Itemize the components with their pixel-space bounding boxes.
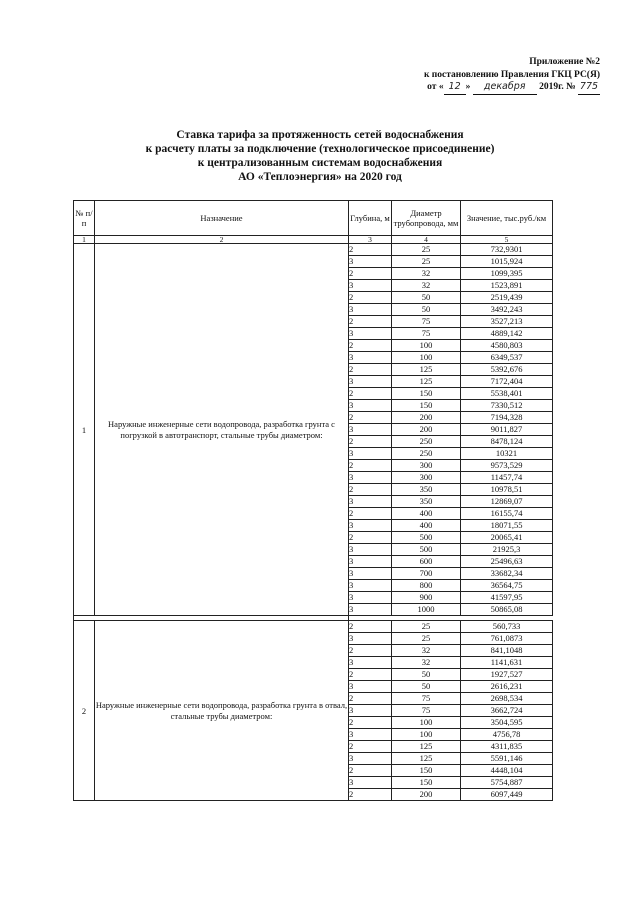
value-cell: 20065,41: [461, 532, 553, 544]
depth-cell: 2: [349, 484, 392, 496]
depth-cell: 3: [349, 304, 392, 316]
diameter-cell: 50: [392, 681, 461, 693]
diameter-cell: 400: [392, 508, 461, 520]
diameter-cell: 32: [392, 280, 461, 292]
header-depth: Глубина, м: [349, 201, 392, 236]
annex-date-line: [424, 81, 600, 95]
diameter-cell: 125: [392, 376, 461, 388]
depth-cell: 3: [349, 256, 392, 268]
value-cell: 6097,449: [461, 789, 553, 801]
title-line-1: Ставка тарифа за протяженность сетей водоснабжения: [176, 129, 464, 141]
value-cell: 3527,213: [461, 316, 553, 328]
title-line-3: к централизованным системам водоснабжения: [197, 157, 443, 169]
depth-cell: 3: [349, 496, 392, 508]
diameter-cell: 300: [392, 472, 461, 484]
depth-cell: 2: [349, 364, 392, 376]
diameter-cell: 150: [392, 388, 461, 400]
value-cell: 2519,439: [461, 292, 553, 304]
depth-cell: 3: [349, 556, 392, 568]
value-cell: 4311,835: [461, 741, 553, 753]
diameter-cell: 150: [392, 765, 461, 777]
value-cell: 16155,74: [461, 508, 553, 520]
depth-cell: 2: [349, 268, 392, 280]
depth-cell: 3: [349, 604, 392, 616]
depth-cell: 3: [349, 280, 392, 292]
table-row: [74, 621, 553, 633]
header-diameter: Диаметр трубопровода, мм: [392, 201, 461, 236]
annex-title: Приложение №2: [529, 57, 600, 67]
diameter-cell: 25: [392, 633, 461, 645]
value-cell: 560,733: [461, 621, 553, 633]
value-cell: 3662,724: [461, 705, 553, 717]
value-cell: 9011,827: [461, 424, 553, 436]
diameter-cell: 250: [392, 436, 461, 448]
value-cell: 33682,34: [461, 568, 553, 580]
group-number: 2: [74, 621, 95, 801]
diameter-cell: 350: [392, 484, 461, 496]
header-no: № п/п: [74, 201, 95, 236]
depth-cell: 3: [349, 376, 392, 388]
column-number-row: [74, 236, 553, 244]
diameter-cell: 350: [392, 496, 461, 508]
diameter-cell: 500: [392, 544, 461, 556]
value-cell: 1099,395: [461, 268, 553, 280]
diameter-cell: 75: [392, 328, 461, 340]
diameter-cell: 125: [392, 741, 461, 753]
table-row: [74, 244, 553, 256]
depth-cell: 3: [349, 544, 392, 556]
diameter-cell: 50: [392, 292, 461, 304]
diameter-cell: 300: [392, 460, 461, 472]
diameter-cell: 50: [392, 304, 461, 316]
value-cell: 41597,95: [461, 592, 553, 604]
depth-cell: 3: [349, 592, 392, 604]
depth-cell: 3: [349, 352, 392, 364]
depth-cell: 2: [349, 693, 392, 705]
diameter-cell: 150: [392, 777, 461, 789]
document-title: [0, 128, 640, 184]
diameter-cell: 100: [392, 717, 461, 729]
depth-cell: 3: [349, 328, 392, 340]
depth-cell: 2: [349, 244, 392, 256]
diameter-cell: 100: [392, 340, 461, 352]
value-cell: 21925,3: [461, 544, 553, 556]
diameter-cell: 250: [392, 448, 461, 460]
annex-resolution: к постановлению Правления ГКЦ РС(Я): [423, 69, 600, 80]
value-cell: 7172,404: [461, 376, 553, 388]
header-row: [74, 201, 553, 236]
diameter-cell: 125: [392, 364, 461, 376]
diameter-cell: 200: [392, 789, 461, 801]
depth-cell: 2: [349, 789, 392, 801]
annex-number: 775: [578, 81, 600, 95]
depth-cell: 3: [349, 568, 392, 580]
value-cell: 5538,401: [461, 388, 553, 400]
diameter-cell: 75: [392, 693, 461, 705]
depth-cell: 3: [349, 520, 392, 532]
value-cell: 3492,243: [461, 304, 553, 316]
value-cell: 36564,75: [461, 580, 553, 592]
depth-cell: 2: [349, 645, 392, 657]
annex-month: декабря: [473, 81, 537, 95]
annex-day: 12: [444, 81, 466, 95]
diameter-cell: 32: [392, 657, 461, 669]
depth-cell: 3: [349, 753, 392, 765]
depth-cell: 2: [349, 292, 392, 304]
depth-cell: 2: [349, 412, 392, 424]
value-cell: 18071,55: [461, 520, 553, 532]
depth-cell: 3: [349, 580, 392, 592]
value-cell: 9573,529: [461, 460, 553, 472]
value-cell: 1015,924: [461, 256, 553, 268]
depth-cell: 3: [349, 400, 392, 412]
depth-cell: 2: [349, 741, 392, 753]
depth-cell: 3: [349, 705, 392, 717]
group-description: Наружные инженерные сети водопровода, разработка грунта с погрузкой в автотранспорт, стальные трубы диаметром:: [95, 244, 349, 616]
diameter-cell: 75: [392, 316, 461, 328]
depth-cell: 2: [349, 669, 392, 681]
diameter-cell: 1000: [392, 604, 461, 616]
value-cell: 841,1048: [461, 645, 553, 657]
value-cell: 4756,78: [461, 729, 553, 741]
value-cell: 5591,146: [461, 753, 553, 765]
value-cell: 11457,74: [461, 472, 553, 484]
diameter-cell: 150: [392, 400, 461, 412]
col-number-3: 3: [349, 236, 392, 244]
depth-cell: 3: [349, 448, 392, 460]
diameter-cell: 700: [392, 568, 461, 580]
depth-cell: 3: [349, 472, 392, 484]
value-cell: 25496,63: [461, 556, 553, 568]
depth-cell: 2: [349, 717, 392, 729]
diameter-cell: 125: [392, 753, 461, 765]
depth-cell: 3: [349, 633, 392, 645]
depth-cell: 3: [349, 681, 392, 693]
diameter-cell: 32: [392, 268, 461, 280]
value-cell: 732,9301: [461, 244, 553, 256]
diameter-cell: 200: [392, 424, 461, 436]
depth-cell: 2: [349, 316, 392, 328]
col-number-4: 4: [392, 236, 461, 244]
depth-cell: 2: [349, 388, 392, 400]
annex-from: от «: [427, 82, 444, 92]
diameter-cell: 25: [392, 244, 461, 256]
group-number: 1: [74, 244, 95, 616]
diameter-cell: 25: [392, 621, 461, 633]
depth-cell: 2: [349, 340, 392, 352]
header-name: Назначение: [95, 201, 349, 236]
diameter-cell: 600: [392, 556, 461, 568]
title-line-2: к расчету платы за подключение (технологическое присоединение): [145, 143, 495, 155]
diameter-cell: 25: [392, 256, 461, 268]
diameter-cell: 200: [392, 412, 461, 424]
value-cell: 10978,51: [461, 484, 553, 496]
value-cell: 1523,891: [461, 280, 553, 292]
depth-cell: 2: [349, 532, 392, 544]
title-line-4: АО «Теплоэнергия» на 2020 год: [238, 171, 402, 183]
value-cell: 2616,231: [461, 681, 553, 693]
col-number-5: 5: [461, 236, 553, 244]
col-number-1: 1: [74, 236, 95, 244]
value-cell: 12869,07: [461, 496, 553, 508]
diameter-cell: 75: [392, 705, 461, 717]
value-cell: 8478,124: [461, 436, 553, 448]
value-cell: 4889,142: [461, 328, 553, 340]
value-cell: 7330,512: [461, 400, 553, 412]
depth-cell: 3: [349, 729, 392, 741]
value-cell: 6349,537: [461, 352, 553, 364]
annex-year: 2019г. №: [539, 82, 576, 92]
value-cell: 1141,631: [461, 657, 553, 669]
value-cell: 5392,676: [461, 364, 553, 376]
diameter-cell: 800: [392, 580, 461, 592]
depth-cell: 2: [349, 436, 392, 448]
value-cell: 5754,887: [461, 777, 553, 789]
diameter-cell: 500: [392, 532, 461, 544]
table-body: [74, 244, 553, 801]
diameter-cell: 100: [392, 729, 461, 741]
depth-cell: 3: [349, 657, 392, 669]
annex-quote: »: [465, 82, 471, 92]
value-cell: 4580,803: [461, 340, 553, 352]
diameter-cell: 900: [392, 592, 461, 604]
value-cell: 4448,104: [461, 765, 553, 777]
depth-cell: 3: [349, 777, 392, 789]
diameter-cell: 400: [392, 520, 461, 532]
annex-header: [424, 56, 600, 95]
depth-cell: 2: [349, 460, 392, 472]
group-description: Наружные инженерные сети водопровода, разработка грунта в отвал, стальные трубы диаметром:: [95, 621, 349, 801]
value-cell: 50865,08: [461, 604, 553, 616]
diameter-cell: 100: [392, 352, 461, 364]
depth-cell: 2: [349, 765, 392, 777]
value-cell: 2698,534: [461, 693, 553, 705]
value-cell: 1927,527: [461, 669, 553, 681]
value-cell: 3504,595: [461, 717, 553, 729]
depth-cell: 3: [349, 424, 392, 436]
tariff-table: [73, 200, 553, 801]
col-number-2: 2: [95, 236, 349, 244]
value-cell: 761,0873: [461, 633, 553, 645]
depth-cell: 2: [349, 621, 392, 633]
diameter-cell: 32: [392, 645, 461, 657]
value-cell: 10321: [461, 448, 553, 460]
diameter-cell: 50: [392, 669, 461, 681]
header-value: Значение, тыс.руб./км: [461, 201, 553, 236]
depth-cell: 2: [349, 508, 392, 520]
value-cell: 7194,328: [461, 412, 553, 424]
